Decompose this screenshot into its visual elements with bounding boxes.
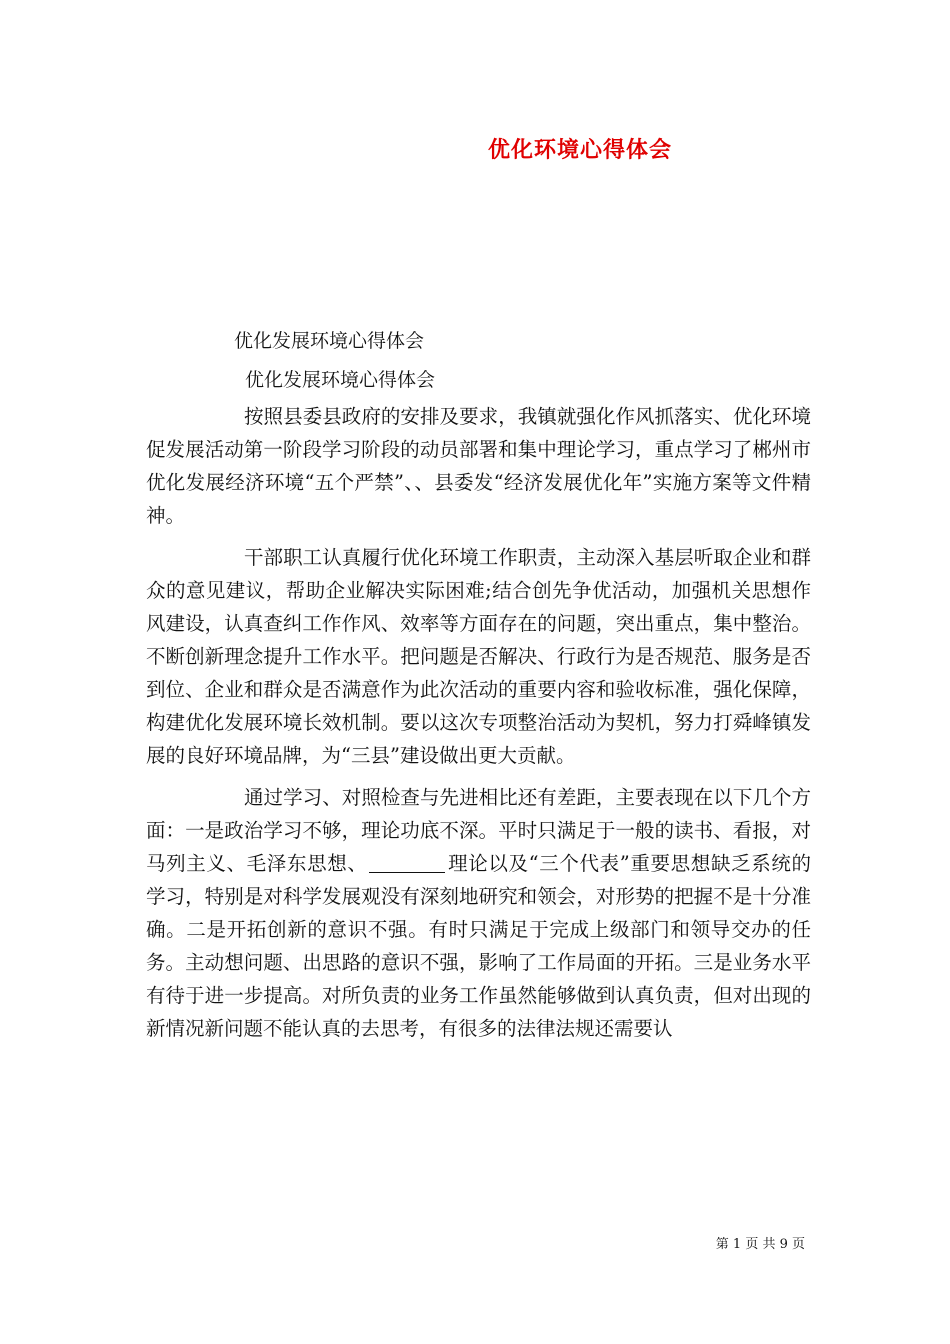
subtitle-1: 优化发展环境心得体会 (234, 330, 425, 352)
body-text (146, 400, 811, 1054)
paragraph-1: 按照县委县政府的安排及要求，我镇就强化作风抓落实、优化环境促发展活动第一阶段学习阶段的动员部署和集中理论学习，重点学习了郴州市优化发展经济环境“五个严禁”、、县委发“经济发展优化年”实施方案等文件精神。 (146, 405, 811, 527)
subtitle-2: 优化发展环境心得体会 (245, 369, 436, 391)
page-title: 优化环境心得体会 (488, 137, 673, 163)
fill-in-blank (369, 853, 445, 874)
paragraph-3-part-2: 理论以及“三个代表”重要思想缺乏系统的学习，特别是对科学发展观没有深刻地研究和领会，对形势的把握不是十分准确。二是开拓创新的意识不强。有时只满足于完成上级部门和领导交办的任务。主动想问题、出思路的意识不强，影响了工作局面的开拓。三是业务水平有待于进一步提高。对所负责的业务工作虽然能够做到认真负责，但对出现的新情况新问题不能认真的去思考，有很多的法律法规还需要认 (146, 852, 811, 1040)
paragraph-2: 干部职工认真履行优化环境工作职责，主动深入基层听取企业和群众的意见建议，帮助企业解决实际困难;结合创先争优活动，加强机关思想作风建设，认真查纠工作作风、效率等方面存在的问题，突出重点，集中整治。不断创新理念提升工作水平。把问题是否解决、行政行为是否规范、服务是否到位、企业和群众是否满意作为此次活动的重要内容和验收标准，强化保障，构建优化发展环境长效机制。要以这次专项整治活动为契机，努力打舜峰镇发展的良好环境品牌，为“三县”建设做出更大贡献。 (146, 546, 811, 767)
page-footer: 第 1 页 共 9 页 (715, 1237, 805, 1252)
paragraph-3-part-1: 通过学习、对照检查与先进相比还有差距，主要表现在以下几个方面：一是政治学习不够，理论功底不深。平时只满足于一般的读书、看报，对马列主义、毛泽东思想、 (146, 786, 811, 875)
paragraph-3 (146, 781, 811, 1045)
